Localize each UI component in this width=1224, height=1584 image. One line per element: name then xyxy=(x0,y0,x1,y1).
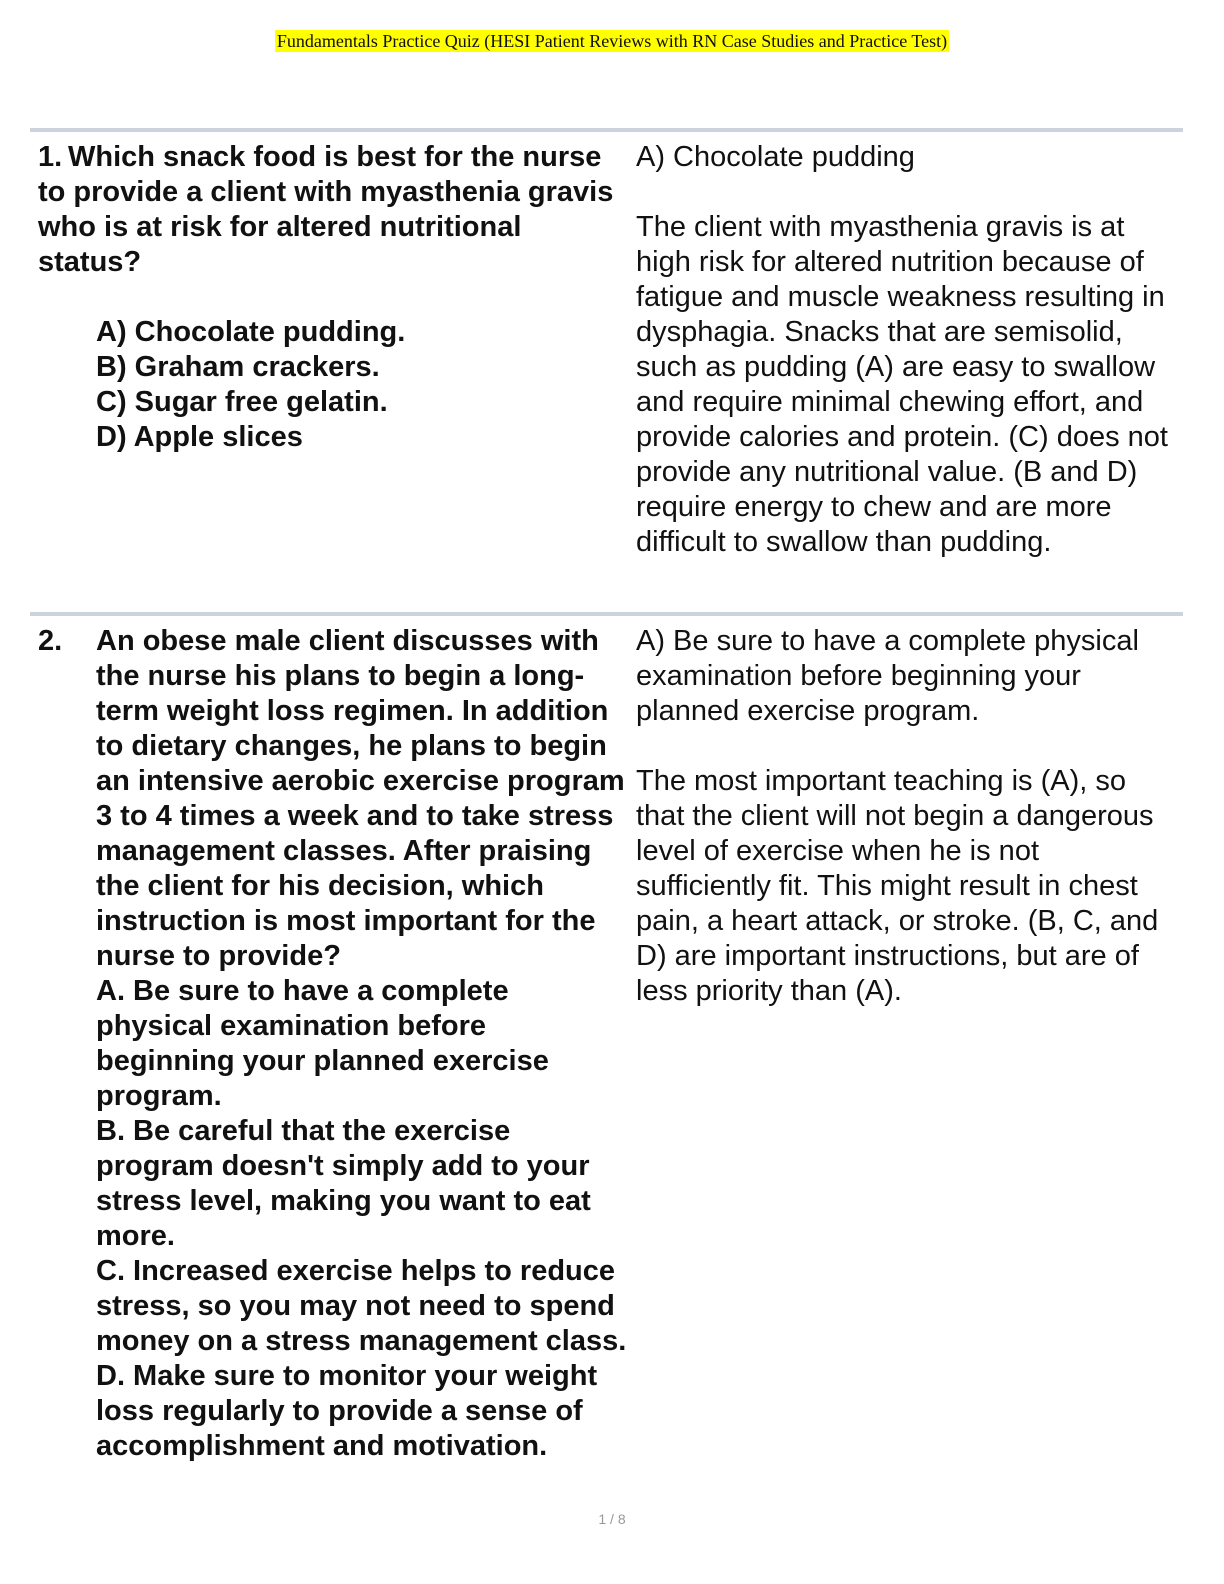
page-number: 1 / 8 xyxy=(598,1511,626,1527)
answer-1-explanation: The client with myasthenia gravis is at high risk for altered nutrition because of fatigue and muscle weakness resulting in dysphagia. Snacks that are semisolid, such as pudding (A) are easy to swallow and require minimal chewing effort, and provide calories and protein. (C) does not provide any nutritional value. (B and D) require energy to chew and are more difficult to swallow than pudding. xyxy=(636,211,1168,558)
answer-2-explanation: The most important teaching is (A), so that the client will not begin a dangerous level of exercise when he is not sufficiently fit. This might result in chest pain, a heart attack, or stroke. (B, C, and D) are important instructions, but are of less priority than (A). xyxy=(636,765,1159,1007)
divider xyxy=(30,128,1183,132)
option: D) Apple slices xyxy=(96,421,303,453)
option: D. Make sure to monitor your weight loss regularly to provide a sense of accomplishment and motivation. xyxy=(96,1360,598,1462)
divider xyxy=(30,612,1183,616)
question-2-options xyxy=(38,974,628,1464)
option: C) Sugar free gelatin. xyxy=(96,386,388,418)
question-1 xyxy=(38,140,628,455)
header-title: Fundamentals Practice Quiz (HESI Patient Reviews with RN Case Studies and Practice Test) xyxy=(276,31,948,51)
question-1-number: 1. xyxy=(38,141,63,173)
option: A) Chocolate pudding. xyxy=(96,316,406,348)
option: A. Be sure to have a complete physical examination before beginning your planned exercise program. xyxy=(96,975,549,1112)
option: B) Graham crackers. xyxy=(96,351,380,383)
question-2-number: 2. xyxy=(38,625,63,657)
question-2 xyxy=(38,624,628,1464)
question-1-stem: 1. Which snack food is best for the nurse to provide a client with myasthenia gravis who is at risk for altered nutritional status? xyxy=(38,141,614,278)
option: B. Be careful that the exercise program doesn't simply add to your stress level, making you want to eat more. xyxy=(96,1115,591,1252)
document-header xyxy=(0,30,1224,52)
option: C. Increased exercise helps to reduce stress, so you may not need to spend money on a stress management class. xyxy=(96,1255,627,1357)
answer-2-choice: A) Be sure to have a complete physical examination before beginning your planned exercise program. xyxy=(636,625,1139,727)
answer-1 xyxy=(636,140,1176,560)
answer-2 xyxy=(636,624,1176,1009)
question-2-stem: 2. An obese male client discusses with the nurse his plans to begin a long-term weight loss regimen. In addition to dietary changes, he plans to begin an intensive aerobic exercise program 3 to 4 times a week and to take stress management classes. After praising the client for his decision, which instruction is most important for the nurse to provide? xyxy=(38,625,625,972)
question-1-options xyxy=(96,315,628,455)
answer-1-choice: A) Chocolate pudding xyxy=(636,141,915,173)
